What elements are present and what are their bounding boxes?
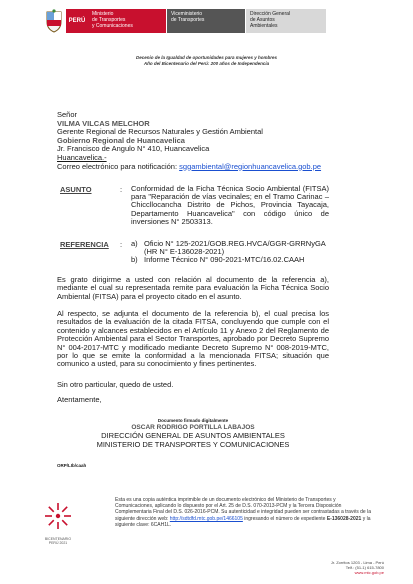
reference-colon: : bbox=[120, 240, 123, 249]
reference-text: Oficio N° 125-2021/GOB.REG.HVCA/GGR-GRRNyGA (HR N° E-136028-2021) bbox=[144, 239, 326, 257]
direction-line: Ambientales bbox=[250, 23, 278, 29]
direction-line: Dirección General bbox=[250, 11, 291, 17]
subject-colon: : bbox=[120, 185, 123, 194]
footer-web[interactable]: www.mtc.gob.pe bbox=[354, 570, 384, 575]
ministry-line: de Transportes bbox=[92, 17, 126, 23]
footer-address: Jr. Zorritos 1203 - Lima - Perú bbox=[330, 560, 384, 565]
letterhead bbox=[44, 7, 374, 51]
footer-note bbox=[115, 497, 371, 528]
body-paragraph: Al respecto, se adjunta el documento de la referencia b), el cual precisa los resultados de la evaluación de la citada FITSA, concluyendo que cumple con el contenido y alcances establecidos en el Artículo 11 y Anexo 2 del Reglamento de Protección Ambiental para el Sector Transportes, aprobado por Decreto Supremo N° 004-2017-MTC y modificado mediante Decreto Supremo N° 008-2019-MTC, por lo que se emite la conformidad a la mencionada FITSA; situación que comunico a usted, para su conocimiento y fines pertinentes. bbox=[57, 309, 329, 369]
reference-text: Informe Técnico N° 090-2021-MTC/16.02.CAAH bbox=[144, 255, 305, 265]
direction-line: de Asuntos bbox=[250, 17, 275, 23]
footer-note-middle: ingresando el número de expediente bbox=[242, 515, 327, 522]
subject-text: Conformidad de la Ficha Técnica Socio Ambiental (FITSA) para "Reparación de vías vecinales; en el Tramo Carinac – Chiccllocancha Distrito de Pichos, Provincia Tayacaja, Departamento Huancavelica" con código único de inversiones N° 2503313. bbox=[131, 184, 329, 226]
recipient-block bbox=[57, 111, 357, 171]
signer-title: DIRECCIÓN GENERAL DE ASUNTOS AMBIENTALES bbox=[101, 431, 285, 440]
logo-caption: BICENTENARIO PERÚ 2021 bbox=[44, 537, 72, 545]
footer-phone: Telf.: (51-1) 615-7800 bbox=[345, 565, 384, 570]
bicentenario-icon bbox=[44, 502, 72, 532]
decade-line-2: Año del Bicentenario del Perú: 200 años de Independencia bbox=[143, 61, 270, 66]
email-link[interactable]: sggambiental@regionhuancavelica.gob.pe bbox=[179, 161, 322, 171]
reference-label: REFERENCIA bbox=[60, 240, 109, 249]
vice-ministry-label bbox=[167, 9, 245, 33]
peru-badge: PERÚ bbox=[66, 9, 88, 33]
closing: Atentamente, bbox=[57, 395, 102, 404]
ministry-line: Ministerio bbox=[92, 11, 114, 17]
recipient-entity: Gobierno Regional de Huancavelica bbox=[57, 135, 185, 145]
signer-name: OSCAR RODRIGO PORTILLA LABAJOS bbox=[131, 424, 255, 431]
recipient-position: Gerente Regional de Recursos Naturales y Gestión Ambiental bbox=[57, 127, 263, 137]
initials: ORP/LIb/caah bbox=[57, 463, 87, 468]
decade-line-1: Decenio de la Igualdad de oportunidades para mujeres y hombres bbox=[135, 55, 278, 60]
signed-note: Documento firmado digitalmente bbox=[157, 418, 229, 423]
ministry-line: y Comunicaciones bbox=[92, 23, 133, 29]
footer-contact bbox=[320, 560, 384, 575]
subject-label: ASUNTO bbox=[60, 185, 92, 194]
expediente-number: E-136028-2021 bbox=[326, 515, 362, 522]
reference-list bbox=[131, 240, 329, 265]
decade-line bbox=[0, 55, 413, 67]
vice-ministry-line: de Transportes bbox=[171, 17, 205, 23]
recipient-name: VILMA VILCAS MELCHOR bbox=[57, 118, 150, 128]
direction-label bbox=[246, 9, 326, 33]
email-line bbox=[57, 163, 357, 172]
coat-of-arms-icon bbox=[44, 9, 64, 33]
body-paragraph: Sin otro particular, quedo de usted. bbox=[57, 380, 174, 389]
ministry-label bbox=[88, 9, 166, 33]
signature-block bbox=[57, 418, 329, 449]
bicentenario-logo bbox=[44, 502, 72, 545]
footer-note-text: Esta es una copia auténtica imprimible de un documento electrónico del Ministerio de Transportes y Comunicaciones, aplicando lo dispuesto por el Art. 25 de D.S. 070-2013-PCM y la Tercera Disposición Complementaria Final del D.S. 026-2016-PCM. Su autenticidad e integridad pueden ser contrastadas a través de la siguiente dirección web: bbox=[115, 497, 371, 522]
reference-marker: b) bbox=[131, 255, 138, 265]
recipient-city: Huancavelica.- bbox=[57, 152, 107, 162]
body-paragraph: Es grato dirigirme a usted con relación al documento de la referencia a), mediante el cual su representada remite para evaluación la Ficha Técnica Socio Ambiental (FITSA) para el proyecto citado en el asunto. bbox=[57, 275, 329, 301]
email-label: Correo electrónico para notificación: bbox=[57, 161, 178, 171]
signer-ministry: MINISTERIO DE TRANSPORTES Y COMUNICACIONES bbox=[96, 439, 290, 449]
reference-item bbox=[131, 256, 329, 264]
footer-note-end: y la siguiente clave: 6CAH1L. bbox=[115, 515, 371, 528]
recipient-address: Jr. Francisco de Angulo N° 410, Huancavelica bbox=[57, 144, 210, 154]
reference-item bbox=[131, 240, 329, 256]
reference-marker: a) bbox=[131, 239, 138, 248]
verification-link[interactable]: http://sdtdfd.mtc.gob.pe/1466105 bbox=[169, 515, 243, 522]
salutation: Señor bbox=[57, 110, 78, 119]
vice-ministry-line: Viceministerio bbox=[171, 11, 203, 17]
